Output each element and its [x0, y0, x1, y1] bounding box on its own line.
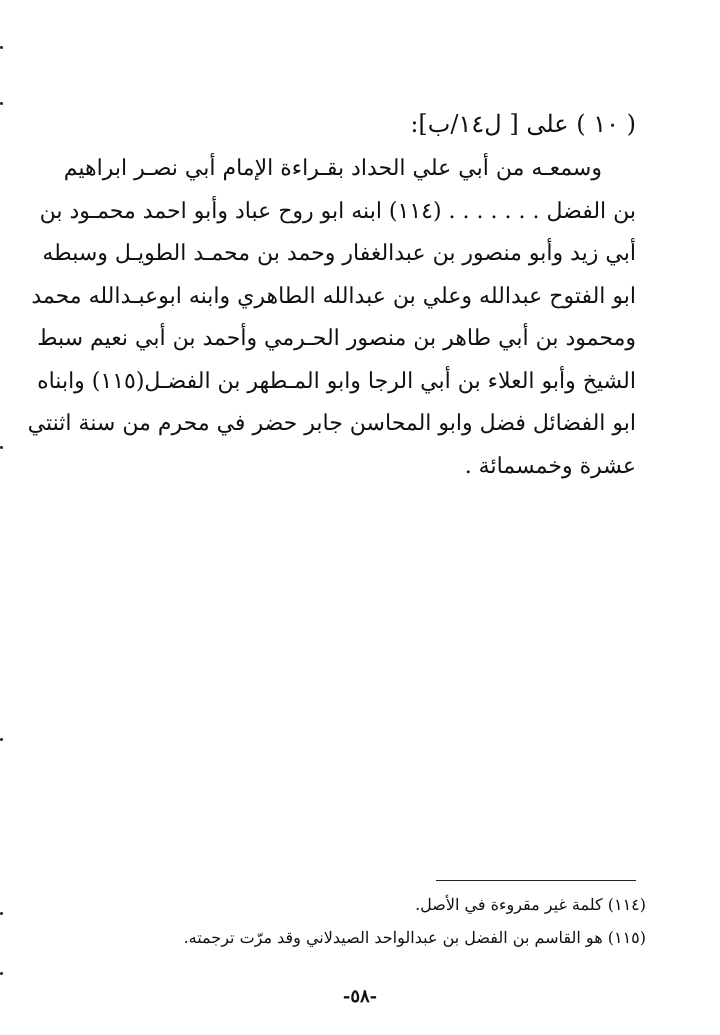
scan-mark [0, 102, 3, 105]
body-line: وسمعـه من أبي علي الحداد بقـراءة الإمام أبي نصـر ابراهيم [63, 156, 602, 181]
scan-mark [0, 738, 3, 741]
body-line: بن الفضل . . . . . . . (١١٤) ابنه ابو روح عباد وأبو احمد محمـود بن [39, 198, 636, 224]
scan-mark [0, 46, 3, 49]
scan-mark [0, 446, 3, 449]
body-line: أبي زيد وأبو منصور بن عبدالغفار وحمد بن محمـد الطويـل وسبطه [42, 241, 636, 266]
body-line: ابو الفتوح عبدالله وعلي بن عبدالله الطاهري وابنه ابوعبـدالله محمد [31, 283, 636, 309]
footnote-115: (١١٥) هو القاسم بن الفضل بن عبدالواحد الصيدلاني وقد مرّت ترجمته. [183, 928, 646, 947]
footnote-114: (١١٤) كلمة غير مقروءة في الأصل. [415, 895, 646, 914]
scan-mark [0, 972, 3, 975]
body-line: الشيخ وأبو العلاء بن أبي الرجا وابو المـطهر بن الفضـل(١١٥) وابناه [37, 368, 636, 394]
scan-mark [0, 912, 3, 915]
section-heading: ( ١٠ ) على [ ل١٤/ب]: [410, 110, 636, 138]
body-line: ومحمود بن أبي طاهر بن منصور الحـرمي وأحمد بن أبي نعيم سبط [37, 326, 636, 351]
footnote-separator [436, 880, 636, 881]
page-number: -٥٨- [342, 986, 378, 1007]
body-line: عشرة وخمسمائة . [464, 453, 636, 479]
body-line: ابو الفضائل فضل وابو المحاسن جابر حضر في محرم من سنة اثنتي [27, 411, 636, 436]
body-paragraph [27, 148, 636, 488]
